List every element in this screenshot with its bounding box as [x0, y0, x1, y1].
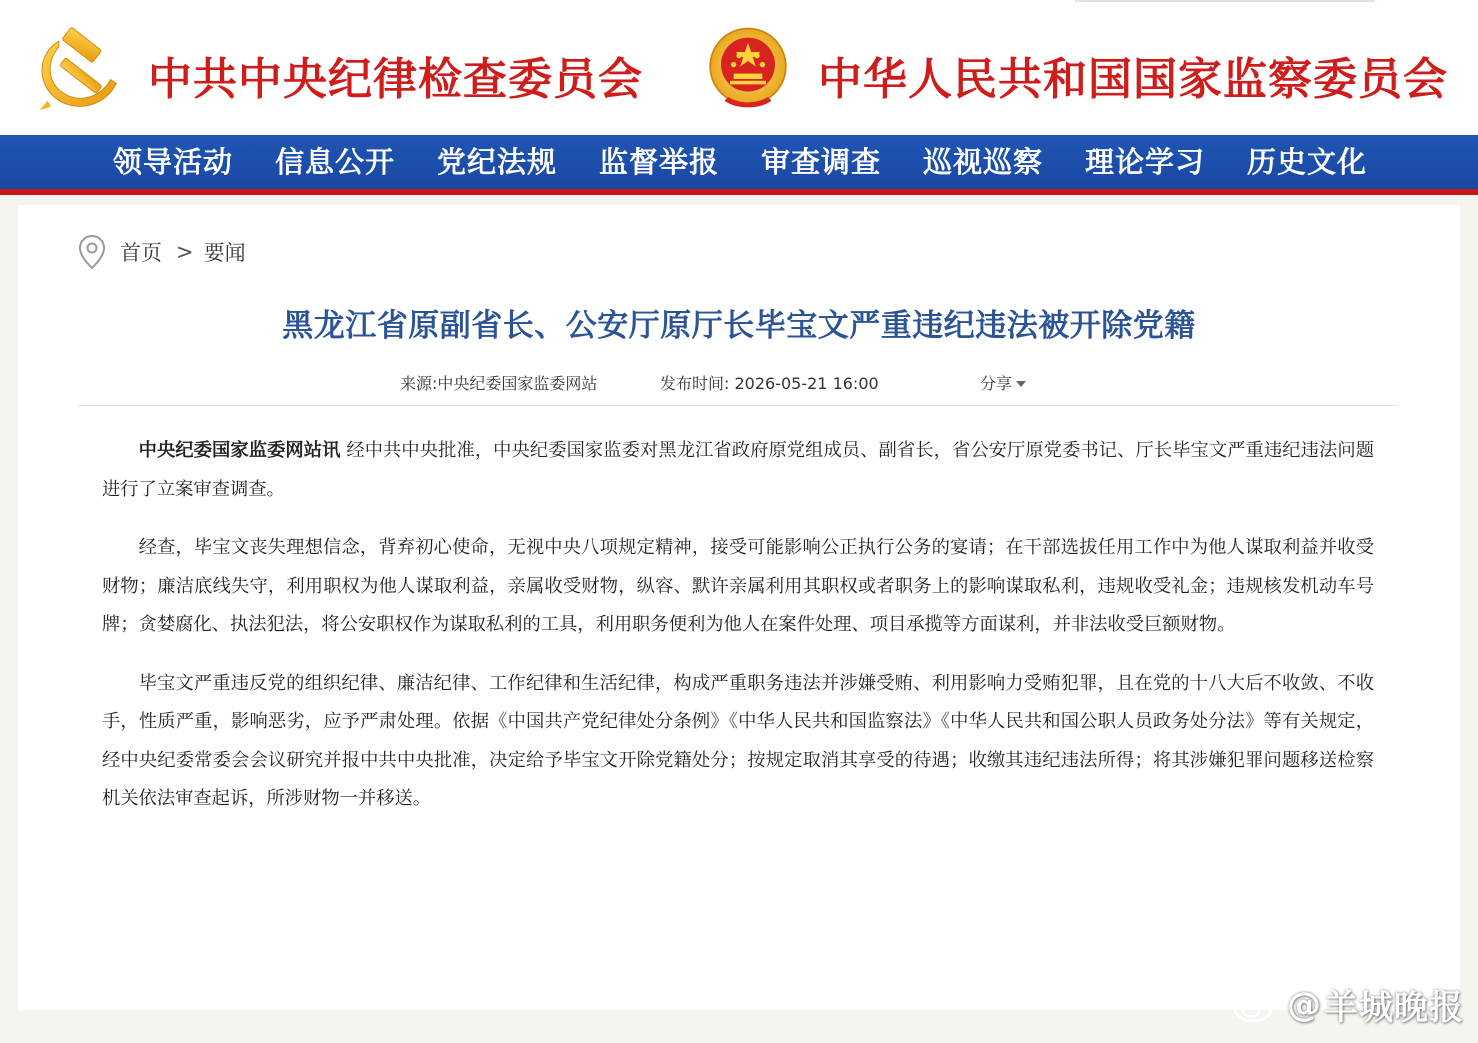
weibo-icon — [1231, 985, 1283, 1025]
article-source — [400, 372, 597, 396]
watermark-at: @ — [1287, 984, 1322, 1025]
nsc-title: 中华人民共和国国家监察委员会 — [818, 54, 1448, 105]
main-nav — [0, 135, 1478, 195]
nav-item-report[interactable]: 监督举报 — [598, 145, 719, 179]
watermark — [1231, 980, 1464, 1029]
header-top-strip — [1075, 0, 1375, 2]
cpc-ccdi-title: 中共中央纪律检查委员会 — [148, 54, 643, 105]
meta-divider — [78, 405, 1398, 406]
nav-item-leadership[interactable]: 领导活动 — [112, 145, 233, 179]
breadcrumb — [78, 232, 246, 272]
nav-item-investigation[interactable]: 审查调查 — [760, 145, 881, 179]
nav-item-regulations[interactable]: 党纪法规 — [436, 145, 557, 179]
chevron-down-icon — [1016, 381, 1026, 387]
breadcrumb-separator: > — [176, 240, 194, 264]
breadcrumb-home[interactable]: 首页 — [120, 241, 162, 265]
article-paragraph: 毕宝文严重违反党的组织纪律、廉洁纪律、工作纪律和生活纪律，构成严重职务违法并涉嫌受贿、利用影响力受贿犯罪，且在党的十八大后不收敛、不收手，性质严重，影响恶劣，应予严肃处理。依据《中国共产党纪律处分条例》《中华人民共和国监察法》《中华人民共和国公职人员政务处分法》等有关规定，经中央纪委常委会会议研究并报中共中央批准，决定给予毕宝文开除党籍处分；按规定取消其享受的待遇；收缴其违纪违法所得；将其涉嫌犯罪问题移送检察机关依法审查起诉，所涉财物一并移送。 — [102, 672, 1374, 809]
time-value: 2026-05-21 16:00 — [734, 374, 879, 393]
time-label: 发布时间: — [660, 374, 730, 393]
article-time — [660, 372, 879, 396]
national-emblem-icon — [703, 24, 793, 116]
location-pin-icon — [78, 234, 106, 270]
party-emblem-icon — [30, 20, 126, 116]
article-title: 黑龙江省原副省长、公安厅原厅长毕宝文严重违纪违法被开除党籍 — [282, 308, 1196, 344]
share-button[interactable] — [980, 372, 1026, 396]
watermark-text: 羊城晚报 — [1324, 988, 1464, 1028]
article-paragraph — [102, 432, 1374, 509]
share-label: 分享 — [980, 374, 1013, 393]
nav-item-inspection[interactable]: 巡视巡察 — [922, 145, 1043, 179]
breadcrumb-current[interactable]: 要闻 — [203, 241, 246, 265]
nav-item-info-disclosure[interactable]: 信息公开 — [274, 145, 395, 179]
site-header — [0, 0, 1478, 135]
source-value: 中央纪委国家监委网站 — [437, 374, 598, 393]
article-body — [102, 432, 1374, 839]
source-label: 来源: — [400, 374, 438, 393]
article-paragraph: 经查，毕宝文丧失理想信念，背弃初心使命，无视中央八项规定精神，接受可能影响公正执行公务的宴请；在干部选拔任用工作中为他人谋取利益并收受财物；廉洁底线失守，利用职权为他人谋取利益，亲属收受财物，纵容、默许亲属利用其职权或者职务上的影响谋取私利，违规收受礼金；违规核发机动车号牌；贪婪腐化、执法犯法，将公安职权作为谋取私利的工具，利用职务便利为他人在案件处理、项目承揽等方面谋利，并非法收受巨额财物。 — [102, 537, 1374, 635]
lead-source: 中央纪委国家监委网站讯 — [138, 440, 341, 461]
paragraph-text: 经中共中央批准，中央纪委国家监委对黑龙江省政府原党组成员、副省长，省公安厅原党委书记、厅长毕宝文严重违纪违法问题进行了立案审查调查。 — [102, 440, 1374, 500]
nav-list — [92, 135, 1388, 189]
nav-item-history[interactable]: 历史文化 — [1246, 145, 1367, 179]
nav-item-theory[interactable]: 理论学习 — [1084, 145, 1205, 179]
